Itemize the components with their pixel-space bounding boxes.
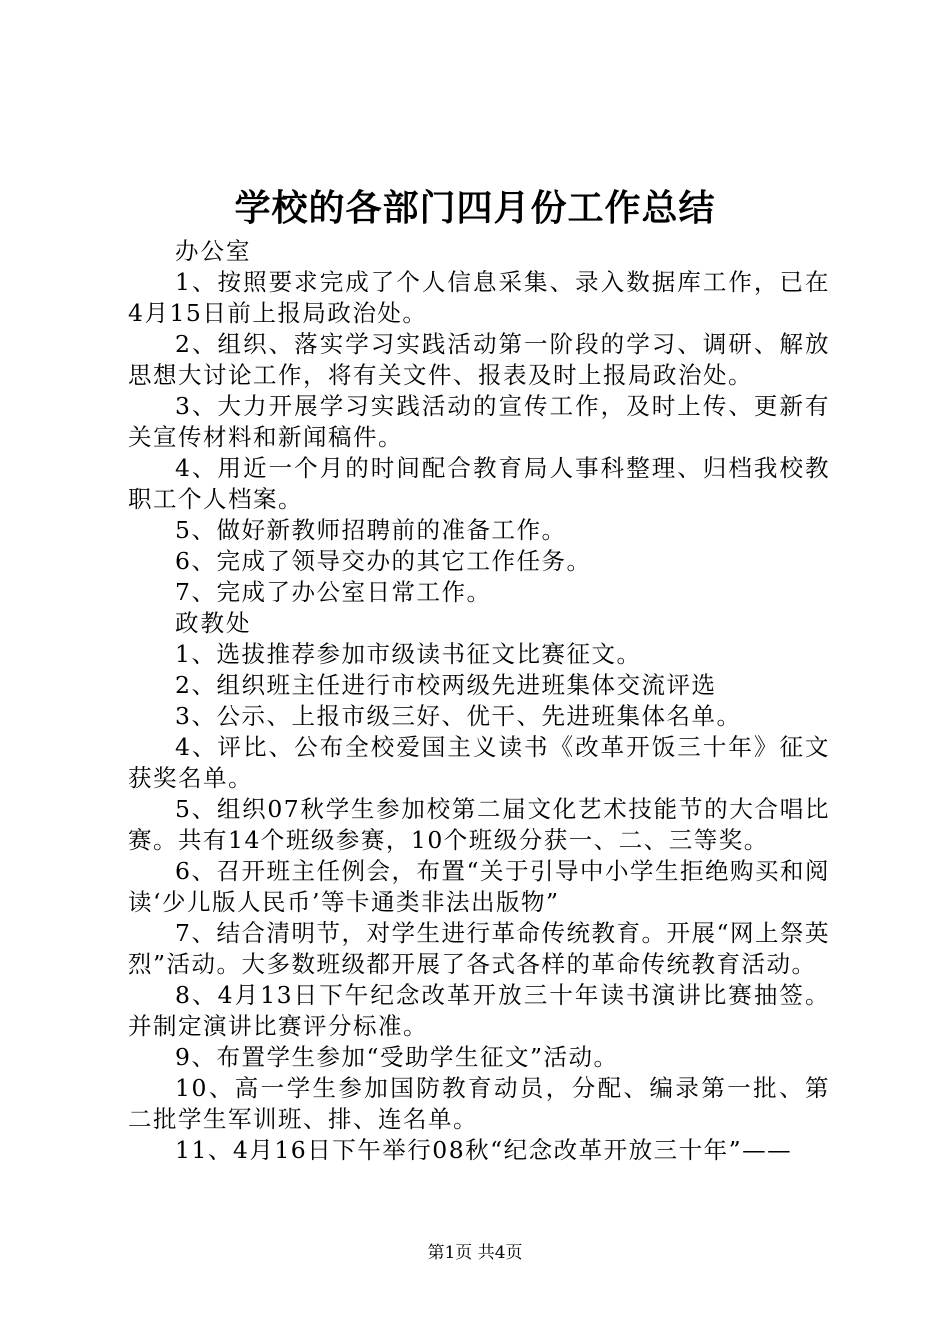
paragraph: 3、大力开展学习实践活动的宣传工作，及时上传、更新有关宣传材料和新闻稿件。 [128,392,830,451]
paragraph: 7、结合清明节，对学生进行革命传统教育。开展“网上祭英烈”活动。大多数班级都开展了各式各样的革命传统教育活动。 [128,919,830,978]
page-footer: 第1页 共4页 [427,1243,523,1263]
paragraph: 3、公示、上报市级三好、优干、先进班集体名单。 [175,702,742,730]
paragraph: 6、召开班主任例会，布置“关于引导中小学生拒绝购买和阅读‘少儿版人民币’等卡通类非法出版物” [128,857,830,916]
paragraph: 5、做好新教师招聘前的准备工作。 [175,516,567,544]
section-heading-office: 办公室 [175,237,252,265]
paragraph: 5、组织07秋学生参加校第二届文化艺术技能节的大合唱比赛。共有14个班级参赛，10个班级分获一、二、三等奖。 [128,795,830,854]
paragraph: 11、4月16日下午举行08秋“纪念改革开放三十年”—— [175,1136,793,1164]
paragraph: 9、布置学生参加“受助学生征文”活动。 [175,1043,619,1071]
document-title: 学校的各部门四月份工作总结 [234,187,716,229]
paragraph: 6、完成了领导交办的其它工作任务。 [175,547,592,575]
paragraph: 10、高一学生参加国防教育动员，分配、编录第一批、第二批学生军训班、排、连名单。 [128,1074,830,1133]
paragraph: 4、用近一个月的时间配合教育局人事科整理、归档我校教职工个人档案。 [128,454,830,513]
paragraph: 1、选拔推荐参加市级读书征文比赛征文。 [175,640,642,668]
paragraph: 2、组织班主任进行市校两级先进班集体交流评选 [175,671,717,699]
paragraph: 1、按照要求完成了个人信息采集、录入数据库工作，已在4月15日前上报局政治处。 [128,268,830,327]
section-heading-political-education: 政教处 [175,609,252,637]
document-body [128,236,830,1166]
paragraph: 4、评比、公布全校爱国主义读书《改革开饭三十年》征文获奖名单。 [128,733,830,792]
paragraph: 7、完成了办公室日常工作。 [175,578,492,606]
paragraph: 2、组织、落实学习实践活动第一阶段的学习、调研、解放思想大讨论工作，将有关文件、报表及时上报局政治处。 [128,330,830,389]
paragraph: 8、4月13日下午纪念改革开放三十年读书演讲比赛抽签。并制定演讲比赛评分标准。 [128,981,830,1040]
